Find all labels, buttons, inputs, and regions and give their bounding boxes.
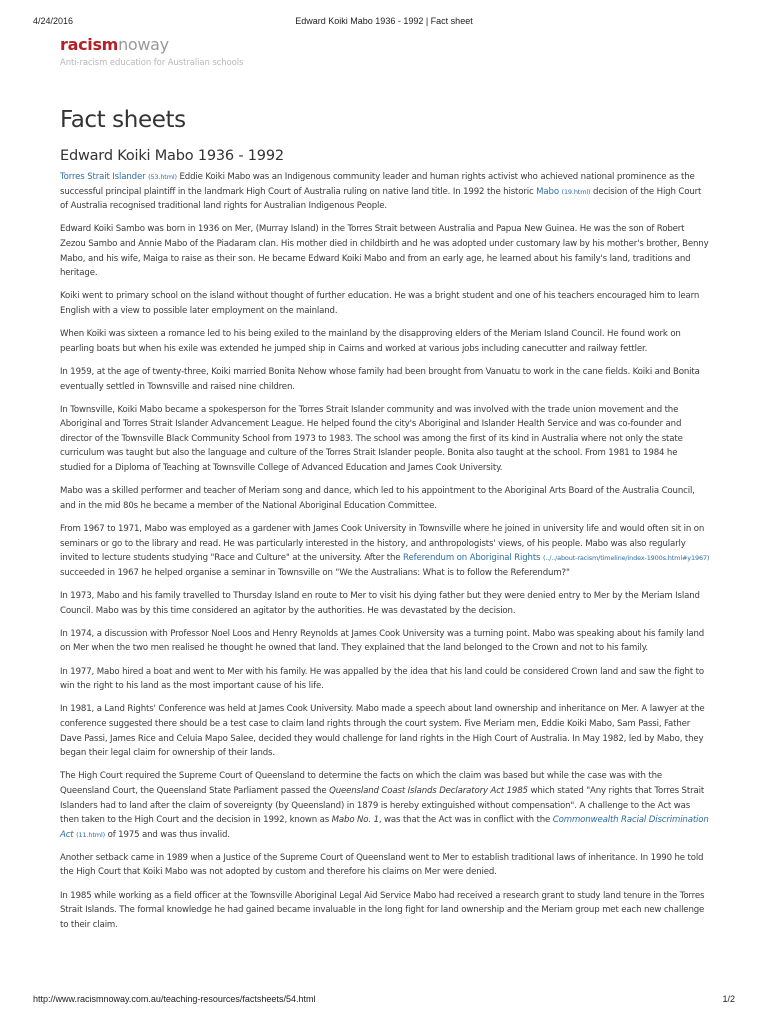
paragraph-1989: Another setback came in 1989 when a Justice of the Supreme Court of Queensland went to Mer to establish traditional laws of inheritance. In 1990 he told the High Court that Koiki Mabo was not adopted by custom and therefore his claims on Mer were denied.	[60, 852, 704, 878]
print-footer	[33, 994, 735, 1006]
main-content	[60, 104, 710, 941]
print-page-title: Edward Koiki Mabo 1936 - 1992 | Fact sheet	[295, 16, 473, 26]
page-title: Fact sheets	[60, 107, 186, 133]
print-url: http://www.racismnoway.com.au/teaching-resources/factsheets/54.html	[33, 994, 316, 1004]
paragraph-birth: Edward Koiki Sambo was born in 1936 on Mer, (Murray Island) in the Torres Strait between Australia and Papua New Guinea. He was the son of Robert Zezou Sambo and Annie Mabo of the Piadaram clan. His mother died in childbirth and he was adopted under customary law by his mother's brother, Benny Mabo, and his wife, Maiga to raise as their son. He became Edward Koiki Mabo and from an early age, he learned about his family's land, traditions and heritage.	[60, 224, 709, 279]
paragraph-1974: In 1974, a discussion with Professor Noel Loos and Henry Reynolds at James Cook University was a turning point. Mabo was speaking about his family land on Mer when the two men realised he thought he owned that land. They explained that the land belonged to the Crown and not to his family.	[60, 628, 705, 654]
paragraph-1973: In 1973, Mabo and his family travelled to Thursday Island en route to Mer to visit his dying father but they were denied entry to Mer by the Meriam Island Council. Mabo was by this time considered an agitator by the authorities. He was devastated by the decision.	[60, 591, 700, 616]
referendum-link[interactable]: Referendum on Aboriginal Rights (../../about-racism/timeline/index-1900s.html#y1967)	[403, 553, 710, 564]
site-logo[interactable]	[60, 36, 243, 54]
mabo-link[interactable]: Mabo (19.html)	[536, 186, 591, 197]
paragraph-1981: In 1981, a Land Rights' Conference was held at James Cook University. Mabo made a speech about land ownership and inheritance on Mer. A lawyer at the conference suggested there should be a test case to claim land rights through the court system. Five Meriam men, Eddie Koiki Mabo, Sam Passi, Father Dave Passi, James Rice and Celuia Mapo Salee, decided they would challenge for land rights in the High Court of Australia. In May 1982, led by Mabo, they began their legal claim for ownership of their lands.	[60, 704, 705, 759]
paragraph-townsville: In Townsville, Koiki Mabo became a spokesperson for the Torres Strait Islander community and was involved with the trade union movement and the Aboriginal and Torres Strait Islander Advancement League. He helped found the city's Aboriginal and Islander Health Service and was co-founder and director of the Townsville Black Community School from 1973 to 1983. The school was among the first of its kind in Australia where not only the state curriculum was taught but also the language and culture of the Torres Strait Islander people. Bonita also taught at the school. From 1981 to 1984 he studied for a Diploma of Teaching at Townsville College of Advanced Education and James Cook University.	[60, 404, 683, 474]
torres-strait-islander-link[interactable]: Torres Strait Islander (53.html)	[60, 172, 177, 182]
logo-part-racism: racism	[60, 35, 119, 54]
paragraph-1977: In 1977, Mabo hired a boat and went to Mer with his family. He was appalled by the idea that his land could be considered Crown land and saw the fight to win the right to his land as the most important cause of his life.	[60, 666, 704, 692]
paragraph-exile: When Koiki was sixteen a romance led to his being exiled to the mainland by the disapproving elders of the Meriam Island Council. He found work on pearling boats but when his exile was extended he jumped ship in Cairns and worked at various jobs including canecutter and railway fettler.	[60, 329, 681, 354]
paragraph-1985: In 1985 while working as a field officer at the Townsville Aboriginal Legal Aid Service Mabo had received a research grant to study land tenure in the Torres Strait Islands. The formal knowledge he had gained became invaluable in the long fight for land ownership and the Meriam group met each new challenge to their claim.	[60, 890, 705, 930]
print-page-number: 1/2	[722, 994, 735, 1004]
paragraph-school: Koiki went to primary school on the island without thought of further education. He was a bright student and one of his teachers encouraged him to learn English with a view to possible later employment on the mainland.	[60, 291, 700, 316]
paragraph-university: From 1967 to 1971, Mabo was employed as a gardener with James Cook University in Townsville where he joined in university life and would often sit in on seminars or go to the library and read. He was particularly interested in the history, and anthropologists' views, of his people. Mabo was also regularly invited to lecture students studying "Race and Culture" at the university. After the Referendum on Aboriginal Rights (../../about-racism/timeline/index-1900s.html#y1967) succeeded in 1967 he helped organise a seminar in Townsville on "We the Australians: What is to follow the Referendum?"	[60, 524, 710, 578]
paragraph-intro: Torres Strait Islander (53.html) Eddie Koiki Mabo was an Indigenous community leader and human rights activist who achieved national prominence as the successful principal plaintiff in the landmark High Court of Australia ruling on native land title. In 1992 the historic Mabo (19.html) decision of the High Court of Australia recognised traditional land rights for Australian Indigenous People.	[60, 172, 702, 212]
logo-part-noway: noway	[118, 35, 169, 54]
site-branding	[60, 36, 243, 68]
racial-discrimination-act-link[interactable]: Commonwealth Racial Discrimination Act (11.html)	[60, 815, 709, 840]
paragraph-high-court: The High Court required the Supreme Court of Queensland to determine the facts on which the claim was based but while the case was with the Queensland Court, the Queensland State Parliament passed the Queensland Coast Islands Declaratory Act 1985 which stated "Any rights that Torres Strait Islanders had to land after the claim of sovereignty (by Queensland) in 1879 is hereby extinguished without compensation". A challenge to the Act was then taken to the High Court and the decision in 1992, known as Mabo No. 1, was that the Act was in conflict with the Commonwealth Racial Discrimination Act (11.html) of 1975 and was thus invalid.	[60, 771, 709, 840]
print-header	[33, 16, 735, 28]
paragraph-performer: Mabo was a skilled performer and teacher of Meriam song and dance, which led to his appointment to the Aboriginal Arts Board of the Australia Council, and in the mid 80s he became a member of the National Aboriginal Education Committee.	[60, 486, 695, 511]
site-tagline: Anti-racism education for Australian schools	[60, 58, 244, 68]
print-date: 4/24/2016	[33, 16, 74, 26]
paragraph-marriage: In 1959, at the age of twenty-three, Koiki married Bonita Nehow whose family had been brought from Vanuatu to work in the cane fields. Koiki and Bonita eventually settled in Townsville and raised nine children.	[60, 366, 700, 392]
article-heading: Edward Koiki Mabo 1936 - 1992	[60, 148, 284, 164]
